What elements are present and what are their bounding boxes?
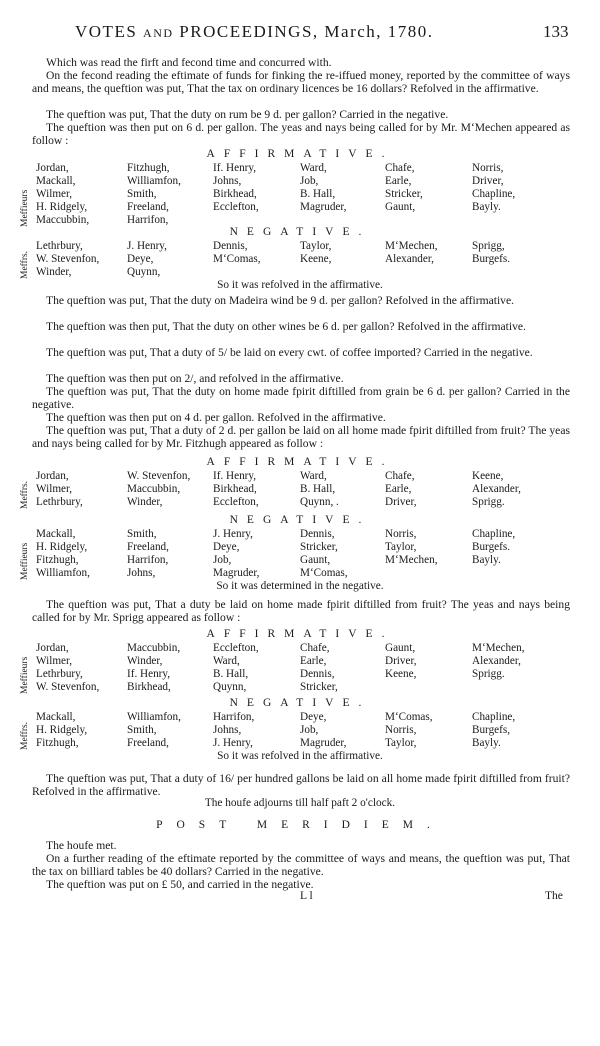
member-name: Stricker, — [385, 188, 423, 200]
paragraph: The queftion was then put on 6 d. per gallon. The yeas and nays being called for by Mr. M‘Mechen appeared as follow : — [32, 121, 570, 147]
member-name: Burgefs, — [472, 724, 511, 736]
member-name: If. Henry, — [213, 470, 257, 482]
paragraph: The queftion was put on £ 50, and carried in the negative. — [46, 878, 314, 891]
affirmative-section — [22, 148, 582, 227]
name-list — [22, 711, 582, 750]
member-name: Fitzhugh, — [36, 737, 79, 749]
member-name: Alexander, — [472, 483, 521, 495]
name-list — [22, 528, 582, 580]
signature-mark: L l — [300, 890, 313, 902]
vote-result: So it was determined in the negative. — [216, 580, 384, 592]
paragraph: The queftion was put, That a duty of 2 d. per gallon be laid on all home made fpirit diftilled from fruit? The yeas and nays being called for by Mr. Fitzhugh appeared as follow : — [32, 424, 570, 450]
member-name: Smith, — [127, 724, 157, 736]
member-name: H. Ridgely, — [36, 724, 88, 736]
paragraph: On the fecond reading the eftimate of funds for finking the re-iffued money, reported by the committee of ways and means, the queftion was put, That the tax on ordinary licences be 16 dollars? Refolved in the affirmative. — [32, 69, 570, 95]
member-name: Bayly. — [472, 737, 501, 749]
member-name: Alexander, — [385, 253, 434, 265]
member-name: Taylor, — [300, 240, 332, 252]
name-list — [22, 470, 582, 509]
member-name: B. Hall, — [300, 483, 336, 495]
member-name: Jordan, — [36, 470, 69, 482]
member-name: Gaunt, — [385, 201, 416, 213]
page-number: 133 — [543, 22, 569, 41]
paragraph: The queftion was put, That the duty on Madeira wind be 9 d. per gallon? Refolved in the affirmative. — [46, 294, 515, 307]
paragraph: The queftion was put, That a duty be laid on home made fpirit diftilled from fruit? The yeas and nays being called for by Mr. Sprigg appeared as follow : — [32, 598, 570, 624]
member-name: Ecclefton, — [213, 201, 259, 213]
running-header — [75, 22, 434, 42]
name-row — [22, 655, 582, 668]
member-name: Williamfon, — [36, 567, 90, 579]
member-name: Driver, — [472, 175, 504, 187]
negative-heading: NEGATIVE. — [229, 514, 371, 526]
negative-heading: NEGATIVE. — [229, 226, 371, 238]
vote-result: So it was refolved in the affirmative. — [217, 750, 383, 762]
member-name: Smith, — [127, 528, 157, 540]
name-list — [22, 240, 582, 279]
member-name: Deye, — [213, 541, 240, 553]
member-name: Magruder, — [300, 737, 347, 749]
member-name: Job, — [213, 554, 232, 566]
member-name: If. Henry, — [127, 668, 171, 680]
member-name: Chafe, — [385, 162, 415, 174]
member-name: M‘Comas, — [385, 711, 433, 723]
paragraph: The queftion was put, That the duty on rum be 9 d. per gallon? Carried in the negative. — [46, 108, 449, 121]
member-name: Winder, — [127, 655, 163, 667]
messieurs-label: Meffrs. — [20, 721, 30, 750]
member-name: Chapline, — [472, 188, 516, 200]
member-name: Maccubbin, — [127, 642, 181, 654]
member-name: Taylor, — [385, 737, 417, 749]
member-name: Maccubbin, — [36, 214, 90, 226]
name-row — [22, 188, 582, 201]
paragraph: The queftion was put, That a duty of 5/ be laid on every cwt. of coffee imported? Carried in the negative. — [46, 346, 533, 359]
header-votes: VOTES — [75, 22, 138, 41]
member-name: M‘Comas, — [300, 567, 348, 579]
member-name: J. Henry, — [213, 737, 253, 749]
member-name: Norris, — [385, 528, 417, 540]
member-name: Wilmer, — [36, 483, 73, 495]
member-name: Gaunt, — [385, 642, 416, 654]
member-name: Dennis, — [300, 528, 335, 540]
member-name: Chafe, — [300, 642, 330, 654]
negative-section — [22, 697, 582, 750]
member-name: Magruder, — [300, 201, 347, 213]
member-name: Earle, — [385, 175, 412, 187]
member-name: Lethrbury, — [36, 240, 83, 252]
member-name: Norris, — [472, 162, 504, 174]
negative-section — [22, 514, 582, 580]
name-row — [22, 567, 582, 580]
member-name: Harrifon, — [213, 711, 255, 723]
vote-result: So it was refolved in the affirmative. — [217, 279, 383, 291]
member-name: Job, — [300, 724, 319, 736]
member-name: Stricker, — [300, 541, 338, 553]
header-year: 1780. — [387, 22, 434, 41]
member-name: Williamfon, — [127, 175, 181, 187]
member-name: Lethrbury, — [36, 496, 83, 508]
name-row — [22, 483, 582, 496]
header-and: AND — [143, 26, 174, 40]
name-row — [22, 201, 582, 214]
member-name: H. Ridgely, — [36, 541, 88, 553]
name-row — [22, 724, 582, 737]
paragraph: The queftion was put, That a duty of 16/ per hundred gallons be laid on all home made fpirit diftilled from fruit? Refolved in the affirmative. — [32, 772, 570, 798]
name-row — [22, 642, 582, 655]
name-row — [22, 711, 582, 724]
member-name: Ward, — [213, 655, 240, 667]
member-name: Johns, — [127, 567, 156, 579]
member-name: Norris, — [385, 724, 417, 736]
messieurs-label: Meffieurs — [20, 656, 30, 694]
member-name: Deye, — [127, 253, 154, 265]
member-name: Chapline, — [472, 711, 516, 723]
name-row — [22, 496, 582, 509]
name-row — [22, 737, 582, 750]
member-name: M‘Mechen, — [385, 240, 438, 252]
member-name: If. Henry, — [213, 162, 257, 174]
paragraph: The houfe met. — [46, 839, 117, 852]
member-name: Johns, — [213, 175, 242, 187]
affirmative-heading: AFFIRMATIVE. — [206, 628, 394, 640]
name-row — [22, 681, 582, 694]
member-name: J. Henry, — [127, 240, 167, 252]
negative-section — [22, 226, 582, 279]
member-name: Sprigg, — [472, 240, 505, 252]
member-name: Birkhead, — [127, 681, 171, 693]
adjournment: The houfe adjourns till half paft 2 o'clock. — [204, 797, 396, 809]
post-meridiem-heading: POST MERIDIEM. — [156, 819, 444, 831]
member-name: Burgefs. — [472, 541, 511, 553]
name-list — [22, 642, 582, 694]
member-name: Deye, — [300, 711, 327, 723]
member-name: Mackall, — [36, 711, 76, 723]
member-name: M‘Mechen, — [472, 642, 525, 654]
affirmative-heading: AFFIRMATIVE. — [206, 148, 394, 160]
paragraph: The queftion was then put on 2/, and refolved in the affirmative. — [46, 372, 344, 385]
member-name: Bayly. — [472, 554, 501, 566]
affirmative-heading: AFFIRMATIVE. — [206, 456, 394, 468]
name-row — [22, 175, 582, 188]
name-row — [22, 240, 582, 253]
member-name: M‘Mechen, — [385, 554, 438, 566]
negative-heading: NEGATIVE. — [229, 697, 371, 709]
catchword: The — [545, 890, 563, 902]
name-row — [22, 266, 582, 279]
member-name: Ecclefton, — [213, 642, 259, 654]
member-name: Winder, — [36, 266, 72, 278]
member-name: Fitzhugh, — [36, 554, 79, 566]
member-name: Ward, — [300, 162, 327, 174]
member-name: Keene, — [472, 470, 504, 482]
member-name: Williamfon, — [127, 711, 181, 723]
member-name: Alexander, — [472, 655, 521, 667]
member-name: Chafe, — [385, 470, 415, 482]
member-name: Keene, — [385, 668, 417, 680]
member-name: Quynn, — [127, 266, 161, 278]
member-name: Wilmer, — [36, 188, 73, 200]
member-name: Jordan, — [36, 642, 69, 654]
member-name: W. Stevenfon, — [36, 681, 100, 693]
paragraph: Which was read the firft and fecond time and concurred with. — [46, 56, 332, 69]
member-name: Wilmer, — [36, 655, 73, 667]
member-name: Dennis, — [300, 668, 335, 680]
name-row — [22, 554, 582, 567]
member-name: Jordan, — [36, 162, 69, 174]
header-month: March, — [324, 22, 383, 41]
name-row — [22, 528, 582, 541]
member-name: Johns, — [213, 724, 242, 736]
member-name: Mackall, — [36, 175, 76, 187]
member-name: Dennis, — [213, 240, 248, 252]
messieurs-label: Meffrs. — [20, 250, 30, 279]
name-row — [22, 668, 582, 681]
member-name: Birkhead, — [213, 483, 257, 495]
member-name: Harrifon, — [127, 554, 169, 566]
member-name: Fitzhugh, — [127, 162, 170, 174]
member-name: Mackall, — [36, 528, 76, 540]
member-name: Smith, — [127, 188, 157, 200]
member-name: W. Stevenfon, — [127, 470, 191, 482]
member-name: Freeland, — [127, 201, 169, 213]
member-name: Magruder, — [213, 567, 260, 579]
member-name: Lethrbury, — [36, 668, 83, 680]
member-name: Birkhead, — [213, 188, 257, 200]
member-name: Maccubbin, — [127, 483, 181, 495]
member-name: Quynn, — [213, 681, 247, 693]
member-name: J. Henry, — [213, 528, 253, 540]
member-name: Bayly. — [472, 201, 501, 213]
member-name: Sprigg. — [472, 668, 505, 680]
name-row — [22, 470, 582, 483]
member-name: Earle, — [385, 483, 412, 495]
header-proceedings: PROCEEDINGS, — [179, 22, 319, 41]
member-name: H. Ridgely, — [36, 201, 88, 213]
name-row — [22, 253, 582, 266]
member-name: Winder, — [127, 496, 163, 508]
member-name: B. Hall, — [300, 188, 336, 200]
member-name: Freeland, — [127, 737, 169, 749]
name-row — [22, 162, 582, 175]
name-list — [22, 162, 582, 227]
member-name: Driver, — [385, 496, 417, 508]
paragraph: The queftion was then put, That the duty on other wines be 6 d. per gallon? Refolved in the affirmative. — [46, 320, 526, 333]
member-name: M‘Comas, — [213, 253, 261, 265]
member-name: Burgefs. — [472, 253, 511, 265]
member-name: B. Hall, — [213, 668, 249, 680]
member-name: Keene, — [300, 253, 332, 265]
member-name: W. Stevenfon, — [36, 253, 100, 265]
name-row — [22, 541, 582, 554]
member-name: Chapline, — [472, 528, 516, 540]
messieurs-label: Meffieurs — [20, 542, 30, 580]
member-name: Freeland, — [127, 541, 169, 553]
member-name: Ward, — [300, 470, 327, 482]
member-name: Job, — [300, 175, 319, 187]
member-name: Sprigg. — [472, 496, 505, 508]
member-name: Gaunt, — [300, 554, 331, 566]
member-name: Taylor, — [385, 541, 417, 553]
paragraph: The queftion was put, That the duty on home made fpirit diftilled from grain be 6 d. per gallon? Carried in the negative. — [32, 385, 570, 411]
member-name: Harrifon, — [127, 214, 169, 226]
member-name: Ecclefton, — [213, 496, 259, 508]
paragraph: On a further reading of the eftimate reported by the committee of ways and means, the queftion was put, That the tax on billiard tables be 40 dollars? Carried in the negative. — [32, 852, 570, 878]
member-name: Stricker, — [300, 681, 338, 693]
messieurs-label: Meffieurs — [20, 189, 30, 227]
affirmative-section — [22, 628, 582, 694]
member-name: Driver, — [385, 655, 417, 667]
affirmative-section — [22, 456, 582, 509]
paragraph: The queftion was then put on 4 d. per gallon. Refolved in the affirmative. — [46, 411, 386, 424]
member-name: Quynn, . — [300, 496, 339, 508]
messieurs-label: Meffrs. — [20, 480, 30, 509]
member-name: Earle, — [300, 655, 327, 667]
